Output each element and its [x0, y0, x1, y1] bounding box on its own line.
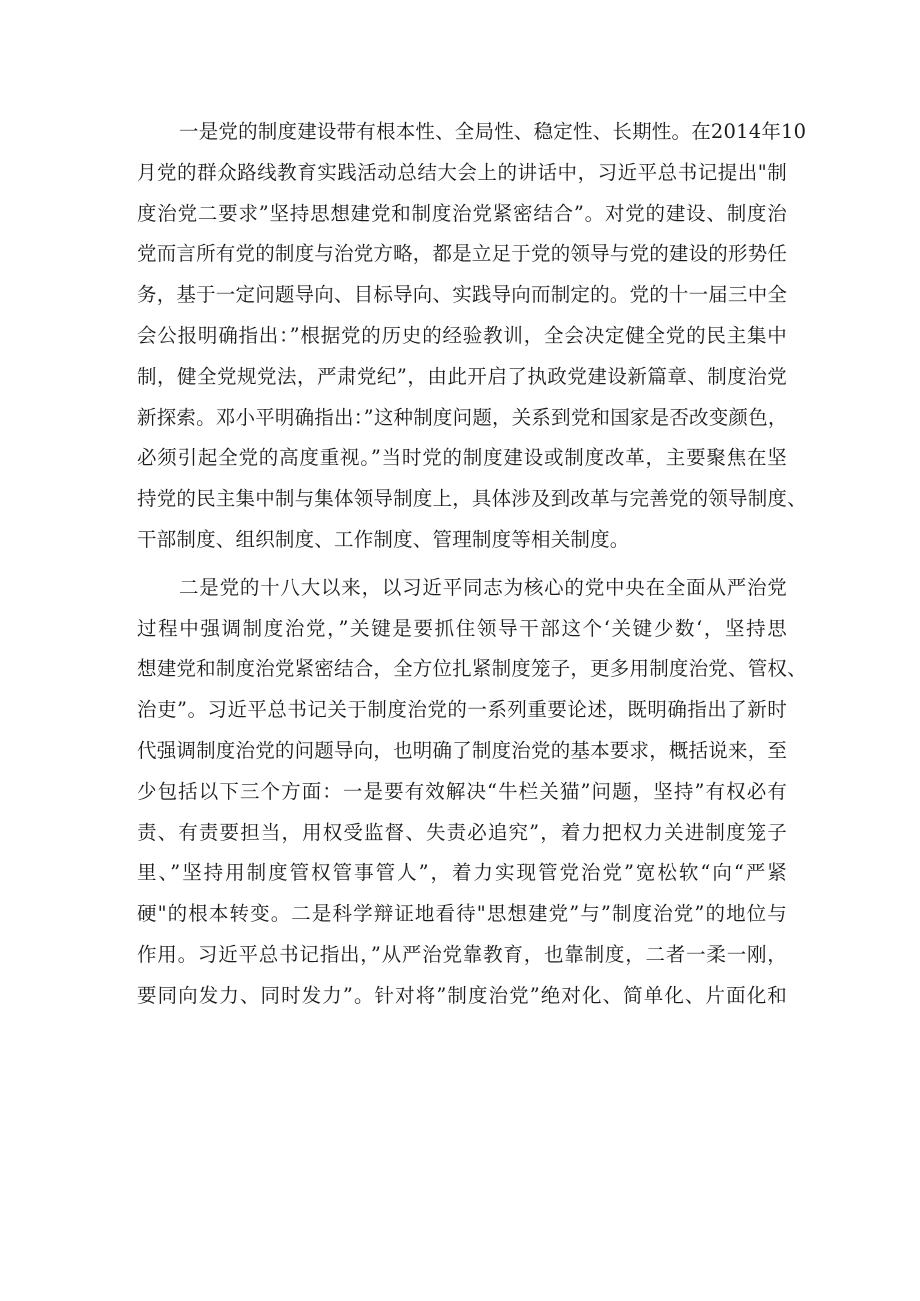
text-line: 少包括以下三个方面：一是要有效解决“牛栏关猫”问题，坚持”有权必有	[137, 779, 787, 803]
text-line: 制，健全党规党法，严肃党纪”，由此开启了执政党建设新篇章、制度治党	[137, 364, 787, 388]
text-line: 要同向发力、同时发力”。针对将”制度治党”绝对化、简单化、片面化和	[137, 983, 787, 1007]
text-line: 二是党的十八大以来，以习近平同志为核心的党中央在全面从严治党	[179, 575, 787, 599]
text-line: 里、”坚持用制度管权管事管人”，着力实现管党治党”宽松软“向“严紧	[137, 861, 787, 885]
paragraph-2	[137, 568, 807, 1017]
text-line: 会公报明确指出：”根据党的历史的经验教训，全会决定健全党的民主集中	[137, 323, 787, 347]
text-line: 新探索。邓小平明确指出：”这种制度问题，关系到党和国家是否改变颜色，	[137, 405, 788, 429]
text-line: 想建党和制度治党紧密结合，全方位扎紧制度笼子，更多用制度治党、管权、	[137, 657, 807, 681]
text-line: 一是党的制度建设带有根本性、全局性、稳定性、长期性。在2014年10	[179, 120, 807, 143]
text-line: 月党的群众路线教育实践活动总结大会上的讲话中，习近平总书记提出"制	[137, 160, 787, 184]
text-line: 责、有责要担当，用权受监督、失责必追究”，着力把权力关进制度笼子	[137, 820, 787, 844]
text-line: 度治党二要求”坚持思想建党和制度治党紧密结合”。对党的建设、制度治	[137, 201, 787, 225]
paragraph-1	[137, 112, 807, 561]
text-line: 务，基于一定问题导向、目标导向、实践导向而制定的。党的十一届三中全	[137, 283, 788, 307]
text-line: 代强调制度治党的问题导向，也明确了制度治党的基本要求，概括说来，至	[137, 738, 788, 762]
text-line: 干部制度、组织制度、工作制度、管理制度等相关制度。	[137, 527, 630, 551]
text-line: 党而言所有党的制度与治党方略，都是立足于党的领导与党的建设的形势任	[137, 242, 788, 266]
text-line: 持党的民主集中制与集体领导制度上，具体涉及到改革与完善党的领导制度、	[137, 487, 807, 511]
text-line: 作用。习近平总书记指出，”从严治党靠教育，也靠制度，二者一柔一刚，	[137, 942, 787, 966]
text-line: 必须引起全党的高度重视。”当时党的制度建设或制度改革，主要聚焦在坚	[137, 446, 787, 470]
text-line: 治吏”。习近平总书记关于制度治党的一系列重要论述，既明确指出了新时	[137, 698, 787, 722]
text-line: 硬"的根本转变。二是科学辩证地看待"思想建党”与”制度治党”的地位与	[137, 902, 787, 926]
text-line: 过程中强调制度治党，”关键是要抓住领导干部这个‘关键少数‘，坚持思	[137, 616, 787, 640]
document-body	[137, 112, 807, 1024]
